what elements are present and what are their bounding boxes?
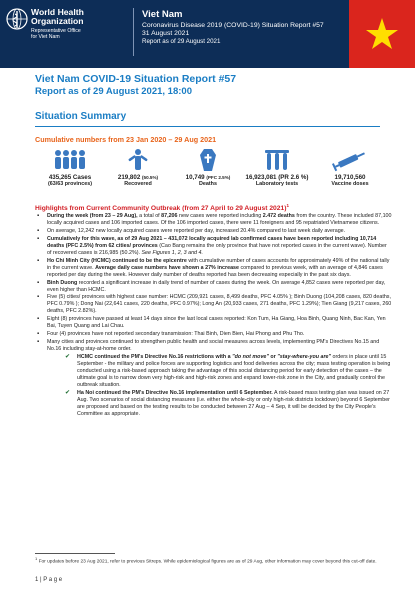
sub-text: A risk-based mass testing plan was issued on 27 Aug. Two scenarios of social distancing measures (i.e. either the whole-city or only high-risk districts lockdown) beyond 6 September are proposed and based on the testing results to be conducted between 27 Aug – 4 Sep, it will be decided by the City People's Committee as appropriate. [77,389,390,417]
stat-recovered [108,148,168,187]
stat-deaths-value [180,174,236,181]
report-as-of: Report as of 29 August 2021 [142,38,221,45]
bullet-text: Eight (8) provinces have passed at least 14 days since the last local cases reported: Kon Tum, Ha Giang, Hoa Binh, Quang Ninh, Bac Kan, Yen Bai, Tuyen Quang and Lai Chau. [47,316,386,330]
bullet-text: from the country. These included 87,100 locally acquired cases and 106 imported cases. Of the 106 imported cases, there were 11 foreigners and 95 repatriated Vietnamese citizens. [47,213,392,226]
bullet-bold: Cumulatively for this wave, as of 29 Aug 2021 – 431,072 locally acquired lab confirmed cases have been reported including 10,714 deaths (PFC 2.5%) from 62 cities/ provinces [47,235,377,249]
who-wordmark [31,8,84,40]
sub-italic: "do not move" [232,354,269,361]
page-title: Viet Nam COVID-19 Situation Report #57 [35,73,237,85]
bullet-text: Five (5) cities/ provinces with highest case number: HCMC (209,921 cases, 8,499 deaths, PFC 4.05% ); Binh Duong (104,208 cases, 820 deaths, PFC 0.79% ); Dong Nai (22,641 cases, 220 deaths, PFC 0.97%); Long An (20,933 cases, 271 deaths, PFC 1.29%); Tien Giang (9,217 cases, 260 deaths, PFC 2.82%). [47,294,392,315]
stat-vaccines [318,148,382,187]
deaths-number: 10,749 [185,174,205,181]
bullet-bold: Binh Duong [47,279,78,286]
bullet-text: compared to previous week, with an average of 4,846 cases reported per day during the week. However daily number of deaths reported has been decreasing especially in the past six days. [47,264,383,278]
bullet-text: Many cities and provinces continued to strengthen public health and social measures across levels, implementing PM's Directives No.15 and No.16 including stay-at-home order. [47,339,380,353]
bullet-bold: Average daily case numbers have shown a 27% increase [95,264,239,271]
bullet-text: Four (4) provinces have not reported secondary transmission: Thai Binh, Dien Bien, Hai Phong and Phu Tho. [47,331,305,338]
stat-recovered-label: Recovered [124,181,152,187]
footnote [35,556,380,566]
coffin-icon [197,148,219,172]
highlights-list [35,213,392,419]
stat-cases-label: (63/63 provinces) [47,181,93,187]
bullet-text: a total of [139,213,162,219]
list-item [47,339,392,417]
stat-cases [40,148,100,187]
vietnam-flag [349,0,415,68]
stat-vaccines-value: 19,710,560 [334,174,366,181]
footnote-text: For updates before 23 Aug 2021, refer to previous Sitreps. While epidemiological figures are as of 29 Aug, other information may cover beyond this cut-off date. [38,559,377,565]
page-number: 1 | P a g e [35,577,63,583]
bullet-bold: Ho Chi Minh City (HCMC) continued to be the epicentre [47,257,187,264]
org-sub-1: Representative Office [31,28,81,34]
sub-bold: or [268,354,278,361]
org-name-2: Organization [31,16,84,26]
list-item [47,213,392,227]
section-rule [35,126,380,127]
sub-italic: "stay-where-you are" [277,354,332,361]
sub-list-item [77,390,392,418]
highlights-heading-text: Highlights from Current Community Outbreak (from 27 April to 29 August 2021) [35,205,287,213]
bullet-italic: See Figures 1, 2, 3 and 4. [141,249,203,256]
stat-cases-value: 435,265 Cases [48,174,92,181]
stat-tests [242,148,312,187]
cumulative-heading: Cumulative numbers from 23 Jan 2020 – 29 Aug 2021 [35,135,217,144]
page-subtitle: Report as of 29 August 2021, 18:00 [35,86,192,97]
deaths-pfc: (PFC 2.5%) [206,175,231,180]
sub-list-item [77,354,392,389]
sub-bold: HCMC continued the PM's Directive No.16 restrictions with a [77,354,233,361]
section-title: Situation Summary [35,111,127,122]
org-name-1: World Health [31,7,84,17]
org-sub-2: for Viet Nam [31,34,60,40]
list-item [47,331,392,338]
footnote-number: 1 [35,556,38,561]
list-item [47,294,392,315]
test-tubes-icon [262,148,292,172]
list-item [47,258,392,279]
sub-text: orders in place until 15 September - the military and police forces are supporting logistics and food deliveries across the city; mass testing operation is being conducted using a risk-based approach taking the advantage of this social distancing period for early detection of the cases – the ultimate goal is to narrow down very high-risk and high-risk zones and expand lower-risk zone in the City, and gradually control the outbreak situation. [77,354,391,388]
footnote-ref: 1 [286,203,289,208]
report-banner [0,0,415,68]
bullet-bold: 2.472 deaths [262,213,295,219]
stat-deaths-label: Deaths [199,181,217,187]
bullet-text: On average, 12,242 new locally acquired cases were reported per day, increased 20.4% compared to last week daily average. [47,227,346,234]
list-item [47,228,392,235]
recovered-icon [124,148,152,172]
country-name: Viet Nam [142,9,183,20]
list-item [47,316,392,330]
bullet-text: (Cao Bang remains the only province that have not reported cases in the current wave). Number of recovered cases is 216,985 (50.2%). [47,242,387,256]
recovered-number: 219,802 [117,174,141,181]
stat-deaths [180,148,236,187]
stat-tests-label: Laboratory tests [255,181,299,187]
highlights-heading [35,203,289,212]
recovered-percent: (50.5%) [142,175,159,180]
who-emblem-icon [6,8,28,30]
footnote-rule [35,553,115,554]
report-line: Coronavirus Disease 2019 (COVID-19) Situation Report #57 [142,22,324,29]
stat-tests-value: 16,923,081 (PR 2.6 %) [245,174,309,181]
bullet-text: new cases were reported including [177,213,263,219]
report-header [142,9,324,45]
sub-bold: Ha Noi continued the PM's Directive No.16 implementation until 6 September. [77,389,273,396]
bullet-bold: 87,206 [161,213,178,219]
syringe-icon [330,148,370,172]
list-item [47,280,392,294]
bullet-bold: During the week (from 23 – 29 Aug), [47,213,140,219]
star-icon [365,17,399,51]
stat-vaccines-label: Vaccine doses [331,181,369,187]
list-item [47,236,392,257]
sub-list [47,354,392,418]
people-icon [50,148,90,172]
stat-recovered-value [108,174,168,181]
bullet-text: recorded a significant increase in daily trend of number of cases during the week. On average 4,852 cases were reported per day, even higher than HCMC. [47,279,386,293]
report-date: 31 August 2021 [142,30,190,37]
banner-divider [133,8,134,56]
bullet-text: with cumulative number of cases accounts for approximately 49% of the national tally in the current wave. [47,257,390,271]
